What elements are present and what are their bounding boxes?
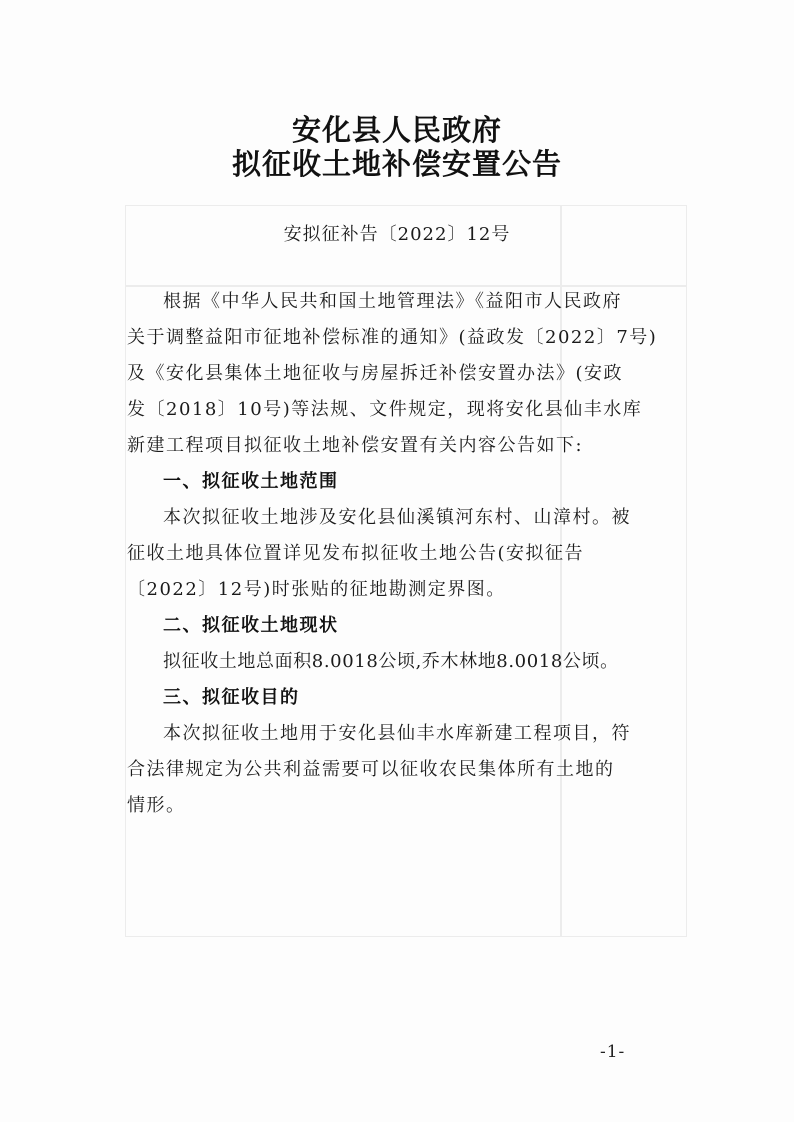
section-line: 拟征收土地总面积8.0018公顷,乔木林地8.0018公顷。: [163, 651, 619, 672]
document-number: 安拟征补告〔2022〕12号: [283, 224, 511, 245]
section-line: 情形。: [127, 795, 186, 816]
page-number: -1-: [600, 1042, 626, 1062]
section-line: 征收土地具体位置详见发布拟征收土地公告(安拟征告: [127, 543, 585, 564]
intro-line: 根据《中华人民共和国土地管理法》《益阳市人民政府: [163, 291, 622, 312]
intro-line: 发〔2018〕10号)等法规、文件规定，现将安化县仙丰水库: [127, 399, 643, 420]
section-heading-status: 二、拟征收土地现状: [163, 615, 339, 636]
section-line: 〔2022〕12号)时张贴的征地勘测定界图。: [127, 579, 506, 600]
section-line: 本次拟征收土地涉及安化县仙溪镇河东村、山漳村。被: [163, 507, 631, 528]
section-heading-purpose: 三、拟征收目的: [163, 687, 300, 708]
intro-line: 及《安化县集体土地征收与房屋拆迁补偿安置办法》(安政: [127, 363, 624, 384]
intro-line: 新建工程项目拟征收土地补偿安置有关内容公告如下:: [127, 435, 584, 456]
page-title-line-1: 安化县人民政府: [291, 113, 502, 147]
intro-line: 关于调整益阳市征地补偿标准的通知》(益政发〔2022〕7号): [127, 327, 658, 348]
section-line: 合法律规定为公共利益需要可以征收农民集体所有土地的: [127, 759, 615, 780]
page-title-line-2: 拟征收土地补偿安置公告: [231, 147, 562, 181]
section-line: 本次拟征收土地用于安化县仙丰水库新建工程项目，符: [163, 723, 631, 744]
section-heading-scope: 一、拟征收土地范围: [163, 471, 339, 492]
